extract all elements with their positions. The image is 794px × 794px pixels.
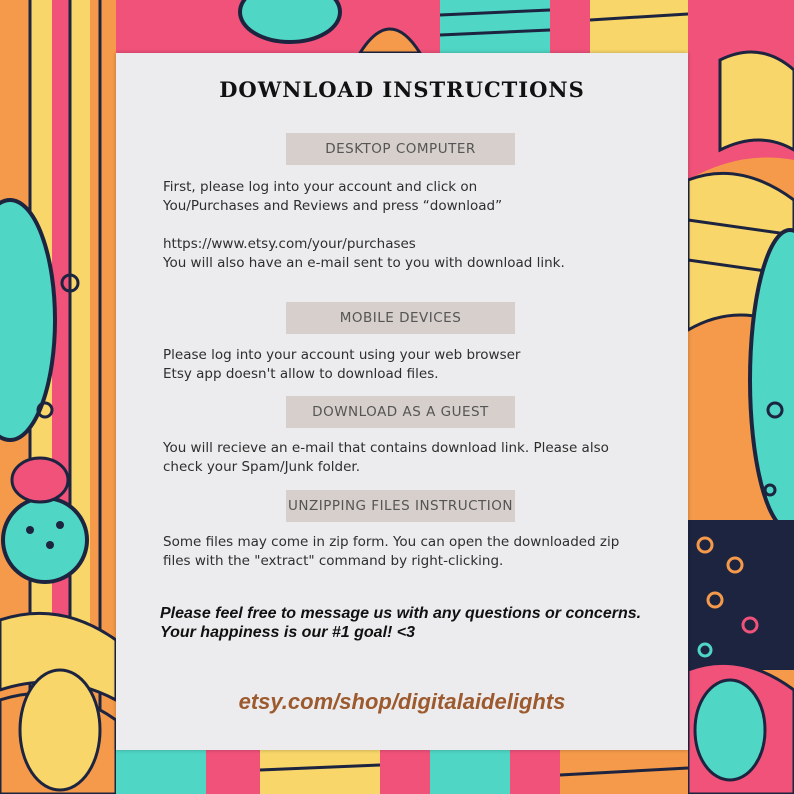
body-line: files with the "extract" command by right-clicking.	[163, 553, 504, 569]
closing-line-1: Please feel free to message us with any questions or concerns.	[160, 605, 642, 622]
section-label-mobile: MOBILE DEVICES	[286, 302, 515, 334]
page-title: DOWNLOAD INSTRUCTIONS	[219, 77, 585, 102]
section-body-mobile	[163, 346, 673, 384]
body-line	[163, 216, 673, 235]
closing-line-2: Your happiness is our #1 goal! <3	[160, 624, 416, 641]
section-body-desktop	[163, 178, 673, 273]
body-line: You will recieve an e-mail that contains download link. Please also	[163, 440, 609, 456]
body-line: Some files may come in zip form. You can open the downloaded zip	[163, 534, 620, 550]
section-body-unzipping	[163, 533, 673, 571]
instructions-card	[116, 53, 688, 750]
section-body-guest	[163, 439, 673, 477]
purchases-link[interactable]: https://www.etsy.com/your/purchases	[163, 236, 416, 252]
body-line: You will also have an e-mail sent to you with download link.	[163, 255, 565, 271]
section-label-desktop: DESKTOP COMPUTER	[286, 133, 515, 165]
body-line: Please log into your account using your web browser	[163, 347, 521, 363]
closing-message	[160, 604, 680, 642]
section-label-unzipping: UNZIPPING FILES INSTRUCTION	[286, 490, 515, 522]
shop-link[interactable]: etsy.com/shop/digitalaidelights	[238, 689, 566, 714]
body-line: Etsy app doesn't allow to download files.	[163, 366, 439, 382]
body-line: You/Purchases and Reviews and press “download”	[163, 198, 503, 214]
body-line: check your Spam/Junk folder.	[163, 459, 361, 475]
section-label-guest: DOWNLOAD AS A GUEST	[286, 396, 515, 428]
body-line: First, please log into your account and click on	[163, 179, 478, 195]
